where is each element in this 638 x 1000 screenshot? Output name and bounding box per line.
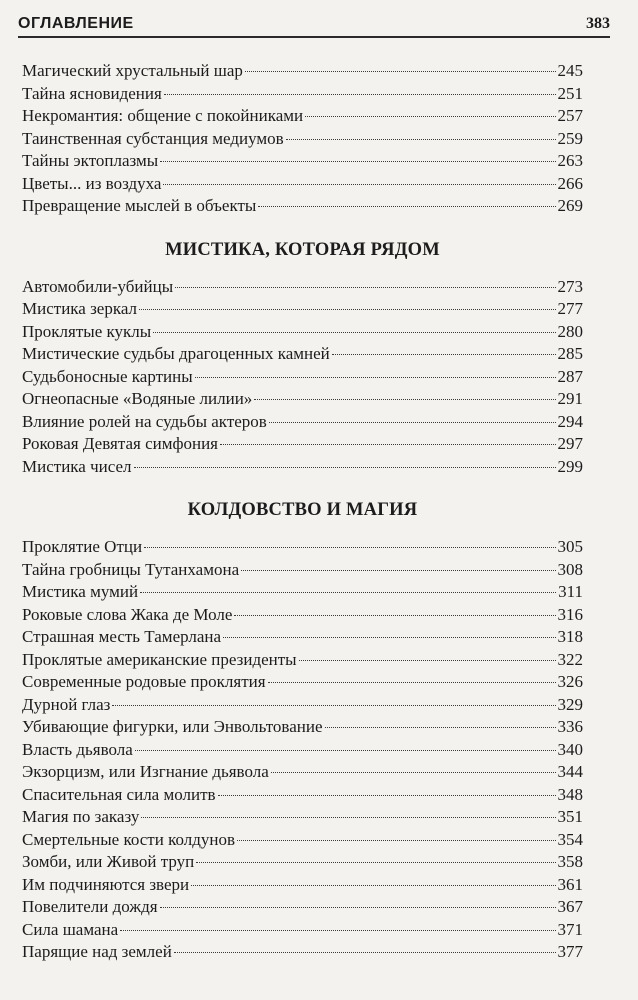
toc-entry-page: 308	[557, 559, 583, 579]
dot-leader	[153, 332, 555, 333]
toc-entry-page: 377	[557, 942, 583, 961]
toc-entry-page: 344	[557, 762, 583, 781]
dot-leader	[237, 840, 555, 841]
dot-leader	[160, 161, 555, 162]
toc-entry	[22, 626, 583, 649]
toc-entry-title: Тайна ясновидения	[22, 83, 162, 103]
toc-entry	[22, 896, 583, 919]
toc-entry	[22, 851, 583, 874]
dot-leader	[268, 682, 556, 683]
toc-entry	[22, 388, 583, 411]
toc-entry-title: Повелители дождя	[22, 897, 158, 916]
toc-entry-title: Власть дьявола	[22, 739, 133, 759]
toc-entry-title: Проклятие Отци	[22, 537, 143, 556]
table-of-contents	[22, 60, 583, 964]
toc-entry	[22, 694, 583, 717]
dot-leader	[241, 570, 555, 571]
dot-leader	[160, 907, 556, 908]
toc-entry	[22, 128, 583, 151]
toc-entry-page: 266	[557, 173, 583, 193]
toc-entry-page: 348	[557, 784, 583, 804]
toc-entry	[22, 829, 583, 852]
toc-entry-title: Мистика зеркал	[22, 299, 138, 318]
toc-entry-page: 322	[557, 649, 583, 669]
toc-entry-page: 273	[557, 276, 583, 296]
toc-entry-page: 251	[557, 83, 583, 103]
dot-leader	[220, 444, 556, 445]
toc-entry	[22, 806, 583, 829]
toc-entry	[22, 105, 583, 128]
toc-entry-page: 294	[557, 411, 583, 431]
toc-entry-title: Сила шамана	[22, 919, 119, 939]
toc-entry-page: 245	[557, 61, 583, 80]
toc-entry	[22, 276, 583, 299]
toc-entry	[22, 649, 583, 672]
toc-entry-title: Страшная месть Тамерлана	[22, 627, 222, 646]
toc-entry	[22, 671, 583, 694]
toc-entry	[22, 60, 583, 83]
toc-entry	[22, 83, 583, 106]
dot-leader	[174, 952, 556, 953]
toc-entry-page: 277	[557, 299, 583, 318]
dot-leader	[332, 354, 556, 355]
toc-entry-page: 371	[557, 919, 583, 939]
toc-entry-title: Спасительная сила молитв	[22, 784, 216, 804]
toc-entry-page: 318	[557, 627, 583, 646]
toc-entry-title: Мистика мумий	[22, 582, 139, 601]
toc-entry	[22, 411, 583, 434]
toc-entry-title: Роковая Девятая симфония	[22, 434, 218, 453]
running-head	[18, 14, 610, 38]
toc-entry-page: 361	[557, 874, 583, 894]
dot-leader	[271, 772, 556, 773]
dot-leader	[234, 615, 555, 616]
toc-entry-page: 358	[557, 852, 583, 871]
toc-entry-page: 340	[557, 739, 583, 759]
section-heading: КОЛДОВСТВО И МАГИЯ	[187, 500, 418, 520]
dot-leader	[286, 139, 556, 140]
toc-entry-page: 311	[558, 582, 583, 601]
dot-leader	[305, 116, 555, 117]
dot-leader	[141, 817, 555, 818]
toc-entry	[22, 716, 583, 739]
section-heading: МИСТИКА, КОТОРАЯ РЯДОМ	[165, 239, 440, 260]
toc-entry-page: 316	[557, 604, 583, 624]
toc-entry-page: 367	[557, 897, 583, 916]
toc-entry	[22, 150, 583, 173]
dot-leader	[196, 862, 555, 863]
toc-entry-title: Магический хрустальный шар	[22, 61, 243, 80]
toc-entry-title: Проклятые американские президенты	[22, 649, 297, 669]
toc-entry-title: Зомби, или Живой труп	[22, 852, 195, 871]
toc-entry-title: Цветы... из воздуха	[22, 173, 162, 193]
toc-entry-page: 354	[557, 829, 583, 849]
toc-entry-title: Парящие над землей	[22, 942, 172, 961]
toc-entry	[22, 559, 583, 582]
toc-entry-title: Мистика чисел	[22, 456, 132, 476]
toc-entry	[22, 321, 583, 344]
toc-entry-page: 329	[557, 694, 583, 714]
toc-entry-page: 305	[557, 537, 583, 556]
dot-leader	[112, 705, 555, 706]
toc-entry	[22, 604, 583, 627]
toc-entry-title: Смертельные кости колдунов	[22, 829, 236, 849]
running-head-title: ОГЛАВЛЕНИЕ	[18, 15, 134, 32]
toc-entry-page: 263	[557, 151, 583, 170]
toc-entry	[22, 456, 583, 479]
dot-leader	[175, 287, 555, 288]
toc-entry	[22, 298, 583, 321]
toc-entry-page: 280	[557, 321, 583, 341]
toc-entry-page: 259	[557, 128, 583, 148]
toc-entry	[22, 874, 583, 897]
toc-entry-page: 269	[557, 196, 583, 215]
toc-entry-title: Экзорцизм, или Изгнание дьявола	[22, 762, 269, 781]
toc-entry-title: Дурной глаз	[22, 694, 111, 714]
toc-entry-page: 291	[557, 389, 583, 408]
toc-entry-title: Влияние ролей на судьбы актеров	[22, 411, 267, 431]
toc-entry-page: 326	[557, 672, 583, 691]
toc-entry	[22, 581, 583, 604]
dot-leader	[164, 94, 556, 95]
toc-entry-page: 299	[557, 456, 583, 476]
toc-entry	[22, 433, 583, 456]
dot-leader	[120, 930, 555, 931]
toc-entry	[22, 784, 583, 807]
toc-entry	[22, 761, 583, 784]
toc-entry	[22, 739, 583, 762]
toc-entry-title: Автомобили-убийцы	[22, 276, 174, 296]
dot-leader	[299, 660, 556, 661]
toc-entry-title: Огнеопасные «Водяные лилии»	[22, 389, 253, 408]
toc-entry-title: Тайна гробницы Тутанхамона	[22, 559, 240, 579]
dot-leader	[254, 399, 555, 400]
toc-entry-title: Тайны эктоплазмы	[22, 151, 159, 170]
dot-leader	[258, 206, 555, 207]
toc-entry-title: Им подчиняются звери	[22, 874, 190, 894]
toc-entry-page: 336	[557, 717, 583, 736]
dot-leader	[245, 71, 556, 72]
toc-entry-title: Превращение мыслей в объекты	[22, 196, 257, 215]
toc-entry-page: 287	[557, 366, 583, 386]
toc-entry-title: Судьбоносные картины	[22, 366, 193, 386]
dot-leader	[325, 727, 556, 728]
toc-entry-title: Некромантия: общение с покойниками	[22, 106, 304, 125]
dot-leader	[139, 309, 555, 310]
toc-entry	[22, 343, 583, 366]
toc-entry-title: Проклятые куклы	[22, 321, 152, 341]
dot-leader	[191, 885, 555, 886]
page-number: 383	[586, 15, 610, 32]
toc-entry	[22, 366, 583, 389]
toc-entry	[22, 173, 583, 196]
dot-leader	[218, 795, 556, 796]
dot-leader	[223, 637, 555, 638]
toc-entry-title: Магия по заказу	[22, 807, 140, 826]
dot-leader	[140, 592, 556, 593]
dot-leader	[144, 547, 555, 548]
dot-leader	[134, 467, 556, 468]
toc-entry	[22, 919, 583, 942]
dot-leader	[269, 422, 556, 423]
toc-entry-page: 285	[557, 344, 583, 363]
toc-entry-title: Убивающие фигурки, или Энвольтование	[22, 717, 323, 736]
toc-entry-page: 297	[557, 434, 583, 453]
toc-entry	[22, 941, 583, 964]
dot-leader	[135, 750, 556, 751]
toc-entry	[22, 195, 583, 218]
toc-entry-page: 257	[557, 106, 583, 125]
dot-leader	[195, 377, 556, 378]
toc-entry-title: Мистические судьбы драгоценных камней	[22, 344, 330, 363]
toc-entry	[22, 536, 583, 559]
toc-entry-title: Роковые слова Жака де Моле	[22, 604, 233, 624]
toc-entry-title: Современные родовые проклятия	[22, 672, 266, 691]
dot-leader	[163, 184, 555, 185]
toc-entry-page: 351	[557, 807, 583, 826]
toc-entry-title: Таинственная субстанция медиумов	[22, 128, 284, 148]
